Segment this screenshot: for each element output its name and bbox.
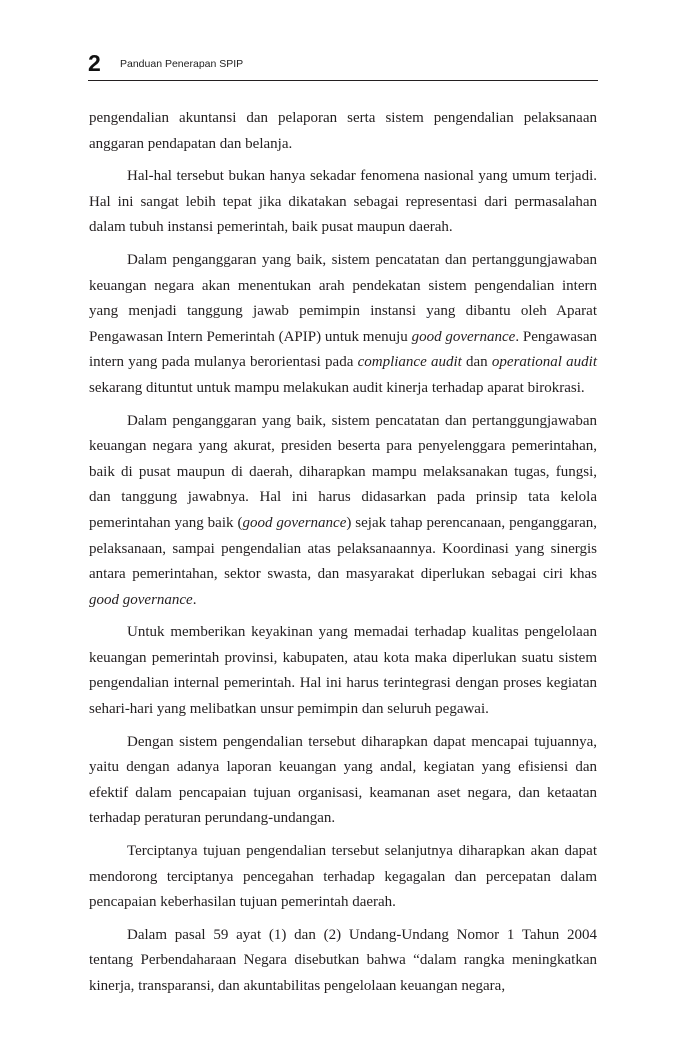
running-title: Panduan Penerapan SPIP [120,58,244,70]
italic-term: good governance [411,328,516,345]
text-segment: dan [461,354,492,371]
text-segment: sekarang dituntut untuk mampu melakukan audit kinerja terhadap aparat birokrasi. [89,379,585,396]
paragraph-2 [89,164,597,241]
text-segment: Terciptanya tujuan pengendalian tersebut selanjutnya diharapkan akan dapat mendorong terciptanya pencegahan terhadap kegagalan dan percepatan dalam pencapaian keberhasilan tujuan pemerintah daerah. [89,843,597,911]
text-segment: Dalam pasal 59 ayat (1) dan (2) Undang-Undang Nomor 1 Tahun 2004 tentang Perbendaharaan Negara disebutkan bahwa “dalam rangka meningkatkan kinerja, transparansi, dan akuntabilitas pengelolaan keuangan negara, [89,926,597,994]
text-segment: pengendalian akuntansi dan pelaporan serta sistem pengendalian pelaksanaan anggaran pendapatan dan belanja. [89,110,597,152]
italic-term: operational audit [491,354,597,371]
paragraph-6 [89,730,597,832]
paragraph-8 [89,923,597,1000]
italic-term: compliance audit [357,354,462,371]
body-text [89,106,597,1007]
paragraph-7 [89,839,597,916]
italic-term: good governance [89,591,193,608]
text-segment: Dengan sistem pengendalian tersebut diharapkan dapat mencapai tujuannya, yaitu dengan adanya laporan keuangan yang andal, kegiatan yang efisiensi dan efektif dalam pencapaian tujuan organisasi, keamanan aset negara, dan ketaatan terhadap peraturan perundang-undangan. [89,733,597,827]
text-segment: Dalam penganggaran yang baik, sistem pencatatan dan pertanggungjawaban keuangan negara akan menentukan arah pendekatan sistem pengendalian intern yang menjadi tanggung jawab pemimpin instansi yang dibantu oleh Aparat Pengawasan Intern Pemerintah (APIP) untuk menuju [89,251,597,345]
paragraph-5 [89,620,597,722]
text-segment: Untuk memberikan keyakinan yang memadai terhadap kualitas pengelolaan keuangan pemerintah provinsi, kabupaten, atau kota maka diperlukan suatu sistem pengendalian internal pemerintah. Hal ini harus terintegrasi dengan proses kegiatan sehari-hari yang melibatkan unsur pemimpin dan seluruh pegawai. [89,624,597,718]
text-segment: Hal-hal tersebut bukan hanya sekadar fenomena nasional yang umum terjadi. Hal ini sangat lebih tepat jika dikatakan sebagai representasi dari permasalahan dalam tubuh instansi pemerintah, baik pusat maupun daerah. [89,168,597,236]
text-segment: . Pengawasan intern yang pada mulanya berorientasi pada [89,328,597,371]
text-segment: ) sejak tahap perencanaan, penganggaran, pelaksanaan, sampai pengendalian atas pelaksanaannya. Koordinasi yang sinergis antara pemerintahan, sektor swasta, dan masyarakat diperlukan sebagai ciri khas [89,514,597,583]
page-number: 2 [88,50,101,76]
paragraph-4 [89,409,597,614]
text-segment: . [192,591,197,608]
paragraph-3 [89,248,597,402]
paragraph-1 [89,106,597,157]
text-segment: Dalam penganggaran yang baik, sistem pencatatan dan pertanggungjawaban keuangan negara yang akurat, presiden beserta para penyelenggara pemerintahan, baik di pusat maupun di daerah, diharapkan mampu melaksanakan tugas, fungsi, dan tanggung jawabnya. Hal ini harus didasarkan pada prinsip tata kelola pemerintahan yang baik ( [89,412,597,531]
page-header [88,50,598,81]
italic-term: good governance [242,514,347,531]
